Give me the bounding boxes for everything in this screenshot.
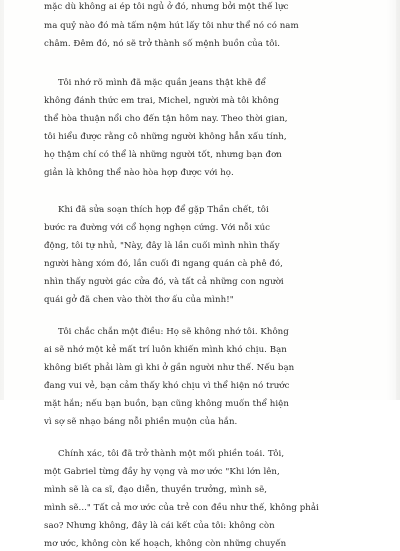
text-line: không đánh thức em trai, Michel, người mà tôi không [44, 96, 280, 106]
text-line: đang vui vẻ, bạn cảm thấy khó chịu vì thể hiện nó trước [44, 381, 290, 391]
text-line: mơ ước, không còn kế hoạch, không còn những chuyến [44, 539, 287, 549]
text-line: Tôi chắc chắn một điều: Họ sẽ không nhớ tôi. Không [58, 327, 289, 337]
text-line: giản là không thể nào hòa hợp được với họ. [44, 168, 234, 178]
text-line: không biết phải làm gì khi ở gần người như thế. Nếu bạn [44, 363, 295, 373]
text-line: động, tôi tự nhủ, "Này, đây là lần cuối mình nhìn thấy [44, 241, 280, 251]
book-page [4, 0, 396, 549]
text-line: họ thậm chí có thể là những người tốt, nhưng bạn đơn [44, 150, 282, 160]
text-line: ma quỷ nào đó mà tấm nệm hút lấy tôi như thể nó có nam [44, 21, 299, 31]
text-line: người hàng xóm đó, lần cuối đi ngang quán cà phê đó, [44, 259, 283, 269]
text-line: thể hòa thuận nổi cho đến tận hôm nay. Theo thời gian, [44, 114, 288, 124]
text-line: ai sẽ nhớ một kẻ mất trí luôn khiến mình khó chịu. Bạn [44, 345, 287, 355]
text-line: mình sẽ..." Tất cả mơ ước của trẻ con đều như thế, không phải [44, 503, 319, 513]
text-line: quái gở đã chen vào thời thơ ấu của mình!" [44, 295, 234, 305]
text-line: Khi đã sửa soạn thích hợp để gặp Thần chết, tôi [58, 205, 269, 215]
text-line: vì sợ sẽ nhạo báng nỗi phiền muộn của hắn. [44, 417, 238, 427]
text-line: nhìn thấy người gác cửa đó, và tất cả những con người [44, 277, 284, 287]
text-line: mình sẽ là ca sĩ, đạo diễn, thuyền trưởng, mình sẽ, [44, 485, 268, 495]
text-line: một Gabriel từng đầy hy vọng và mơ ước "Khi lớn lên, [44, 467, 280, 477]
text-line: bước ra đường với cổ họng nghẹn cứng. Với nỗi xúc [44, 223, 271, 233]
text-line: tôi hiểu được rằng cô những người không hẳn xấu tính, [44, 132, 287, 142]
page-edge-shadow [386, 0, 400, 400]
text-line: Tôi nhớ rõ mình đã mặc quần jeans thật khẽ để [58, 78, 266, 88]
text-line: Chính xác, tôi đã trở thành một mối phiền toái. Tôi, [58, 449, 285, 459]
text-line: châm. Đêm đó, nó sẽ trở thành số mệnh buồn của tôi. [44, 39, 281, 49]
text-line: mặc dù không ai ép tôi ngủ ở đó, nhưng bởi một thế lực [44, 2, 289, 12]
text-line: mặt hắn; nếu bạn buồn, bạn cũng không muốn thể hiện [44, 399, 289, 409]
text-line: sao? Nhưng không, đây là cái kết của tôi: không còn [44, 521, 275, 531]
